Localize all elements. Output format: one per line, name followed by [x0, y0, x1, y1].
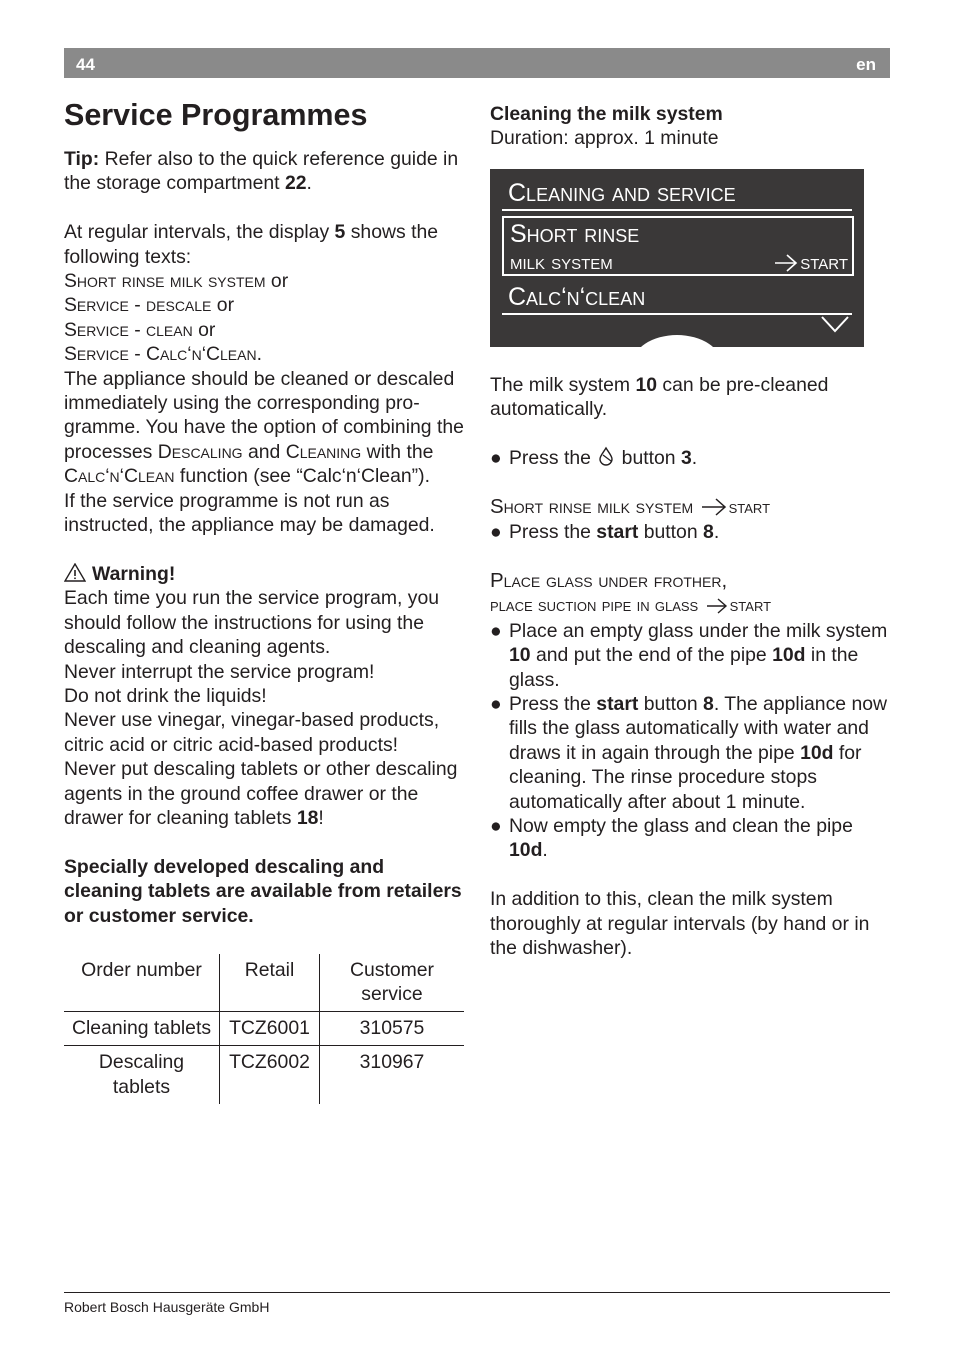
description-paragraph [64, 367, 466, 489]
display-selection-box [502, 216, 854, 276]
b1-text-c: in the glass. [509, 644, 859, 691]
warning-heading [64, 562, 466, 586]
arrow-right-icon [706, 598, 728, 614]
list-item: ● Press the start button 8. [490, 521, 720, 544]
tip-end: . [306, 172, 312, 195]
desc-with: with the [361, 440, 434, 463]
footer-divider [64, 1292, 890, 1293]
b3-end: . [542, 839, 548, 862]
list-item: ● Now empty the glass and clean the pipe 10d. [490, 815, 853, 862]
message-clean [64, 318, 466, 342]
display-line-3: Calc‘n‘clean [508, 282, 646, 311]
b3-ref: 10d [509, 839, 543, 862]
duration-text: Duration: approx. 1 minute [490, 127, 719, 150]
display-start [772, 250, 848, 274]
warning-line-3: Do not drink the liquids! [64, 684, 267, 707]
warning-line-5 [64, 757, 466, 830]
desc-text-a: The appliance should be cleaned or descaled immediately using the corresponding programme. You have the option of combining the processes [64, 367, 464, 463]
message-place-pipe [490, 593, 892, 618]
press2-ref: 8 [703, 521, 714, 544]
press1-end: . [691, 447, 698, 470]
pre-clean-text-b: can be pre-cleaned automatically. [490, 373, 829, 421]
message-short-rinse [64, 269, 466, 293]
left-column [64, 96, 466, 1104]
table-header-cell: Retail [220, 954, 320, 1011]
press1-text-b: button [616, 447, 681, 470]
b2-text-a: Press the [509, 693, 597, 716]
press2-text-b: button [638, 521, 704, 544]
warning-last-ref: 18 [296, 806, 319, 829]
message-rinse-start: start [728, 496, 771, 518]
footer-company: Robert Bosch Hausgeräte GmbH [64, 1299, 270, 1315]
message-place-start: start [729, 595, 772, 617]
b1-text-b: and put the end of the pipe [530, 644, 773, 667]
message-calc-n-clean [64, 342, 466, 366]
b1-ref2: 10d [772, 644, 806, 667]
order-number-table [64, 954, 464, 1104]
final-paragraph: In addition to this, clean the milk system thoroughly at regular intervals (by hand or in the dishwasher). [490, 888, 870, 960]
table-cell: 310575 [320, 1011, 465, 1045]
page-number: 44 [76, 55, 95, 74]
b3-text-a: Now empty the glass and clean the pipe [509, 815, 853, 838]
special-text: Specially developed descaling and cleaning tablets are available from retailers or customer service. [64, 855, 462, 927]
arrow-right-icon [701, 498, 727, 516]
warning-label: Warning! [92, 562, 176, 585]
message-descale [64, 293, 466, 317]
table-header-cell: Order number [81, 958, 202, 981]
rotary-knob-shape [632, 335, 722, 347]
table-cell: Cleaning tablets [64, 1011, 220, 1045]
message-rinse-text: Short rinse milk system [490, 494, 694, 518]
table-cell: TCZ6001 [220, 1011, 320, 1045]
warning-line-2: Never interrupt the service program! [64, 660, 375, 683]
b2-bold: start [596, 693, 639, 716]
pre-clean-ref: 10 [635, 373, 658, 396]
tip-text: Refer also to the quick reference guide in the storage compartment [64, 148, 459, 195]
display-start-text: start [800, 248, 848, 274]
list-item: ● Place an empty glass under the milk system 10 and put the end of the pipe 10d in the glass. [490, 619, 888, 691]
list-item: ● Press the start button 8. The appliance now fills the glass automatically with water and draws it in again through the pipe 10d for cleaning. The rinse procedure stops automatically after about 1 minute. [490, 693, 888, 813]
warning-icon [64, 563, 86, 582]
milk-drop-icon [596, 446, 616, 466]
right-column [490, 102, 892, 961]
list-item: ● Press the button 3. [490, 447, 698, 470]
press2-text-a: Press the [509, 521, 597, 544]
language-code: en [856, 55, 876, 74]
table-cell: TCZ6002 [220, 1046, 320, 1104]
desc-text-b: function (see “Calc‘n‘Clean”). [174, 465, 430, 488]
b1-text-a: Place an empty glass under the milk system [509, 619, 888, 642]
warning-last-text: Never put descaling tablets or other descaling agents in the ground coffee drawer or the drawer for cleaning tablets [64, 758, 458, 829]
display-selected-line-1: Short rinse [510, 219, 640, 248]
b1-ref1: 10 [509, 644, 531, 667]
pre-clean-text-a: The milk system [490, 373, 636, 396]
press1-text-a: Press the [509, 447, 597, 470]
warning-last-end: ! [318, 806, 324, 829]
tip-paragraph [64, 147, 466, 196]
display-divider [502, 209, 852, 211]
page-header-bar [64, 48, 890, 78]
chevron-down-icon [820, 315, 850, 333]
warning-line-4: Never use vinegar, vinegar-based products, citric acid or citric acid-based products! [64, 709, 440, 756]
display-screen [490, 169, 864, 347]
b2-ref2: 10d [800, 741, 834, 764]
section-heading [490, 102, 892, 126]
tip-label: Tip: [64, 148, 100, 170]
message-short-rinse-start [490, 495, 892, 520]
b2-text-d: for cleaning. The rinse procedure stops automatically after about 1 minute. [509, 741, 862, 813]
display-selected-line-2: milk system [510, 248, 613, 274]
b2-text-c: . The appliance now fills the glass automatically with water and draws it in again through the pipe [509, 693, 888, 764]
table-row [64, 1046, 464, 1104]
period-1: . [256, 343, 262, 366]
desc-cleaning: Cleaning [285, 440, 362, 463]
or-1: or [265, 270, 289, 293]
message-text-1: Short rinse milk system [64, 270, 266, 293]
section-heading-text: Cleaning the milk system [490, 103, 723, 125]
arrow-right-icon [774, 254, 798, 272]
b2-ref: 8 [703, 693, 714, 716]
intro-ref: 5 [334, 221, 346, 244]
press2-end: . [713, 521, 720, 544]
message-place-text-2: place suction pipe in glass [490, 595, 699, 617]
press1-ref: 3 [680, 447, 692, 470]
intro-text-b: shows the following texts: [64, 221, 439, 268]
or-2: or [211, 294, 235, 317]
table-header-cell: Customer service [349, 958, 435, 1006]
desc-and: and [242, 440, 286, 463]
special-tablets-note [64, 855, 466, 928]
or-3: or [192, 318, 216, 341]
message-text-3: Service - clean [64, 318, 193, 341]
message-place-glass [490, 569, 892, 593]
b2-text-b: button [638, 693, 704, 716]
display-divider [502, 313, 852, 315]
tip-ref: 22 [284, 172, 307, 195]
table-cell: Descaling tablets [64, 1046, 220, 1104]
message-text-4: Service - Calc‘n‘Clean [64, 343, 257, 366]
desc-descaling: Descaling [157, 440, 243, 463]
page-title: Service Programmes [64, 98, 368, 132]
desc-calc: Calc‘n‘Clean [64, 465, 175, 488]
intro-text-a: At regular intervals, the display [64, 221, 335, 244]
damage-paragraph: If the service programme is not run as instructed, the appliance may be damaged. [64, 489, 435, 537]
display-line-1: Cleaning and service [508, 178, 736, 207]
table-header-row [64, 954, 464, 1011]
pre-clean-paragraph [490, 373, 892, 422]
warning-line-1: Each time you run the service program, you should follow the instructions for using the descaling and cleaning agents. [64, 587, 440, 659]
message-place-text-1: Place glass under frother, [490, 569, 728, 593]
message-text-2: Service - descale [64, 294, 212, 317]
intro-paragraph [64, 220, 466, 269]
press2-bold: start [596, 521, 639, 544]
table-row [64, 1011, 464, 1045]
table-cell: 310967 [320, 1046, 465, 1104]
